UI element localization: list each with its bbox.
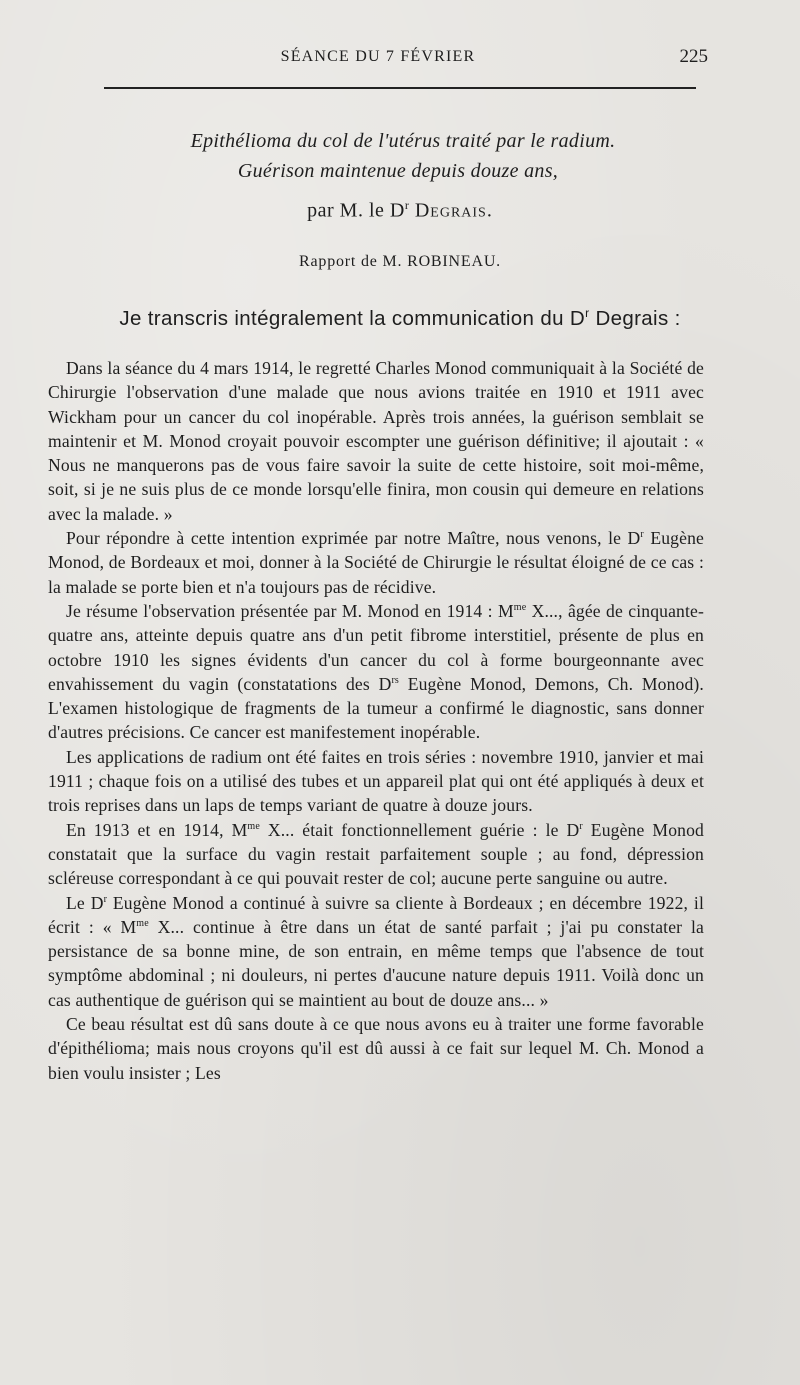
intro-after: Degrais : <box>589 306 681 330</box>
paragraph <box>48 745 704 818</box>
superscript: r <box>640 529 644 541</box>
paragraph-text: X... continue à être dans un état de santé parfait ; j'ai pu constater la persistance de sa bonne mine, de son entrain, en même temps que l'absence de tout symptôme abdominal ; ni douleurs, ni pertes d'aucune nature depuis 1911. Voilà donc un cas authentique de guérison qui se maintient au bout de douze ans... » <box>48 916 704 1010</box>
paragraph-text: Eugène Monod a continué à suivre sa cliente à Bordeaux ; en décembre 1922, il écrit : « M <box>48 892 704 937</box>
paragraph-text: Eugène Monod, de Bordeaux et moi, donner à la Société de Chirurgie le résultat éloigné de ce cas : la malade se porte bien et n'a toujours pas de récidive. <box>48 528 704 597</box>
superscript: me <box>513 602 527 614</box>
paragraph-text: Eugène Monod, Demons, Ch. Monod). L'examen histologique de fragments de la tumeur a confirmé le diagnostic, sans donner d'autres précisions. Ce cancer est manifestement inopérable. <box>48 673 704 743</box>
paragraph-text: Ce beau résultat est dû sans doute à ce que nous avons eu à traiter une forme favorable d'épithélioma; mais nous croyons qu'il est dû aussi à ce fait sur lequel M. Ch. Monod a bien voulu insister ; Les <box>48 1014 704 1083</box>
paragraph-text: Le D <box>66 892 104 913</box>
paragraph <box>48 526 704 599</box>
author-line <box>0 198 800 223</box>
report-prefix: Rapport de M. <box>299 253 403 270</box>
running-title: SÉANCE DU 7 FÉVRIER <box>280 48 476 65</box>
paragraph <box>48 891 704 1012</box>
paragraph <box>48 818 704 891</box>
paragraph-text: Pour répondre à cette intention exprimée par notre Maître, nous venons, le D <box>66 528 641 549</box>
report-name: ROBINEAU. <box>407 253 501 270</box>
article-title <box>48 126 748 186</box>
author-prefix: par M. le D <box>307 199 405 222</box>
superscript: r <box>103 893 108 905</box>
paragraph <box>48 599 704 745</box>
paragraph <box>48 356 704 526</box>
report-line <box>0 253 800 271</box>
header-rule <box>104 87 696 89</box>
author-name: Degrais. <box>414 199 493 222</box>
paragraph-text: X..., âgée de cinquante-quatre ans, atteinte depuis quatre ans d'un petit fibrome interstitiel, présente de plus en octobre 1910 les signes évidents d'un cancer du col à forme bourgeonnante avec envahissement du vagin (constatations des D <box>48 600 704 694</box>
superscript: r <box>579 820 583 832</box>
intro-line <box>0 306 800 331</box>
author-sup: r <box>404 198 410 212</box>
paragraph-text: X... était fonctionnellement guérie : le D <box>259 819 580 840</box>
superscript: rs <box>391 675 399 686</box>
intro-sup: r <box>585 306 590 320</box>
paragraph-text: En 1913 et en 1914, M <box>66 819 248 840</box>
paragraph-text: Dans la séance du 4 mars 1914, le regretté Charles Monod communiquait à la Société de Chirurgie l'observation d'une malade que nous avions traitée en 1910 et 1911 avec Wickham pour un cancer du col inopérable. Après trois années, la guérison semblait se maintenir et M. Monod croyait pouvoir escompter une guérison définitive; il ajoutait : « Nous ne manquerons pas de vous faire savoir la suite de cette histoire, soit moi-même, soit, si je ne suis plus de ce monde lorsqu'elle finira, mon cousin qui demeure en relations avec la malade. » <box>48 358 704 524</box>
paragraph-text: Eugène Monod constatait que la surface du vagin restait parfaitement souple ; au fond, dépression scléreuse correspondant à ce qui pouvait rester de col; aucune perte sanguine ou autre. <box>48 819 704 889</box>
title-line-1: Epithélioma du col de l'utérus traité par le radium. <box>190 130 616 152</box>
paragraph-text: Les applications de radium ont été faites en trois séries : novembre 1910, janvier et mai 1911 ; chaque fois on a utilisé des tubes et un appareil plat qui ont été appliqués à deux et trois reprises dans un laps de temps variant de quatre à douze jours. <box>48 746 704 816</box>
superscript: me <box>247 820 260 832</box>
paragraph-text: Je résume l'observation présentée par M. Monod en 1914 : M <box>66 600 514 621</box>
superscript: me <box>136 917 149 929</box>
title-line-2: Guérison maintenue depuis douze ans, <box>237 160 559 182</box>
intro-before: Je transcris intégralement la communication du D <box>119 306 586 330</box>
paragraph <box>48 1012 704 1085</box>
body-text <box>48 356 704 1085</box>
running-head <box>48 46 708 70</box>
page-number: 225 <box>679 46 708 67</box>
